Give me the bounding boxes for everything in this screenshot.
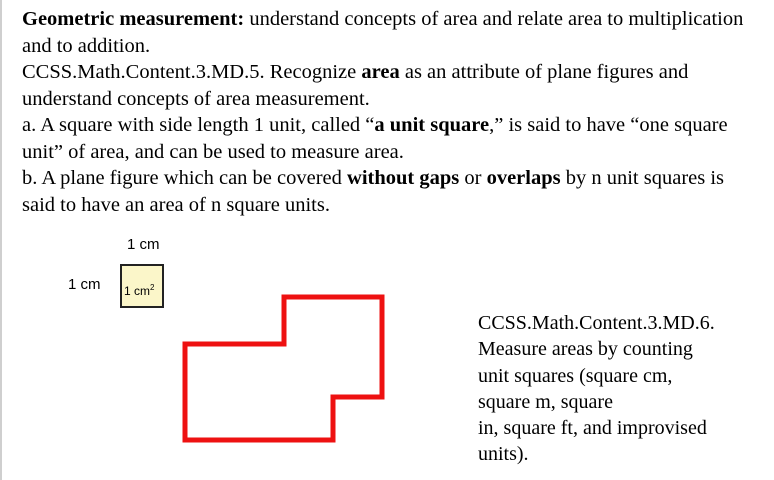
unit-square-text: 1 cm: [124, 284, 151, 298]
md5-code: CCSS.Math.Content.3.MD.5. Recognize: [22, 61, 362, 83]
md5-text: as an attribute of plane figures and understand concepts of area measurement.: [22, 61, 689, 110]
md6-line: square m, square: [478, 390, 613, 413]
md6-line: CCSS.Math.Content.3.MD.6.: [478, 312, 715, 334]
unit-square-sup: 2: [150, 283, 155, 292]
md6-line: Measure areas by counting: [478, 338, 693, 361]
md6-text-block: [478, 310, 768, 468]
item-b-bold-1: without gaps: [347, 167, 460, 189]
figure-outline: [185, 297, 382, 440]
item-b-prefix: b. A plane figure which can be covered: [22, 167, 348, 189]
md6-line: units).: [478, 443, 529, 466]
item-a-prefix: a. A square with side length 1 unit, called “: [22, 114, 375, 136]
md6-line: unit squares (square cm,: [478, 364, 673, 387]
md6-line: in, square ft, and improvised: [478, 417, 707, 440]
item-b-mid: or: [459, 167, 487, 189]
unit-square-side-label: 1 cm: [68, 276, 101, 293]
heading-bold: Geometric measurement:: [22, 8, 245, 30]
heading-text: understand concepts of area and relate area to multiplication and to addition.: [22, 8, 744, 57]
md5-bold: area: [361, 61, 400, 83]
item-a-text: ,” is said to have “one square unit” of area, and can be used to measure area.: [22, 114, 728, 163]
item-b-bold-2: overlaps: [486, 167, 561, 189]
item-b-text: by n unit squares is said to have an area of n square units.: [22, 167, 725, 216]
unit-square-top-label: 1 cm: [127, 236, 160, 253]
item-a-bold: a unit square: [374, 114, 490, 136]
